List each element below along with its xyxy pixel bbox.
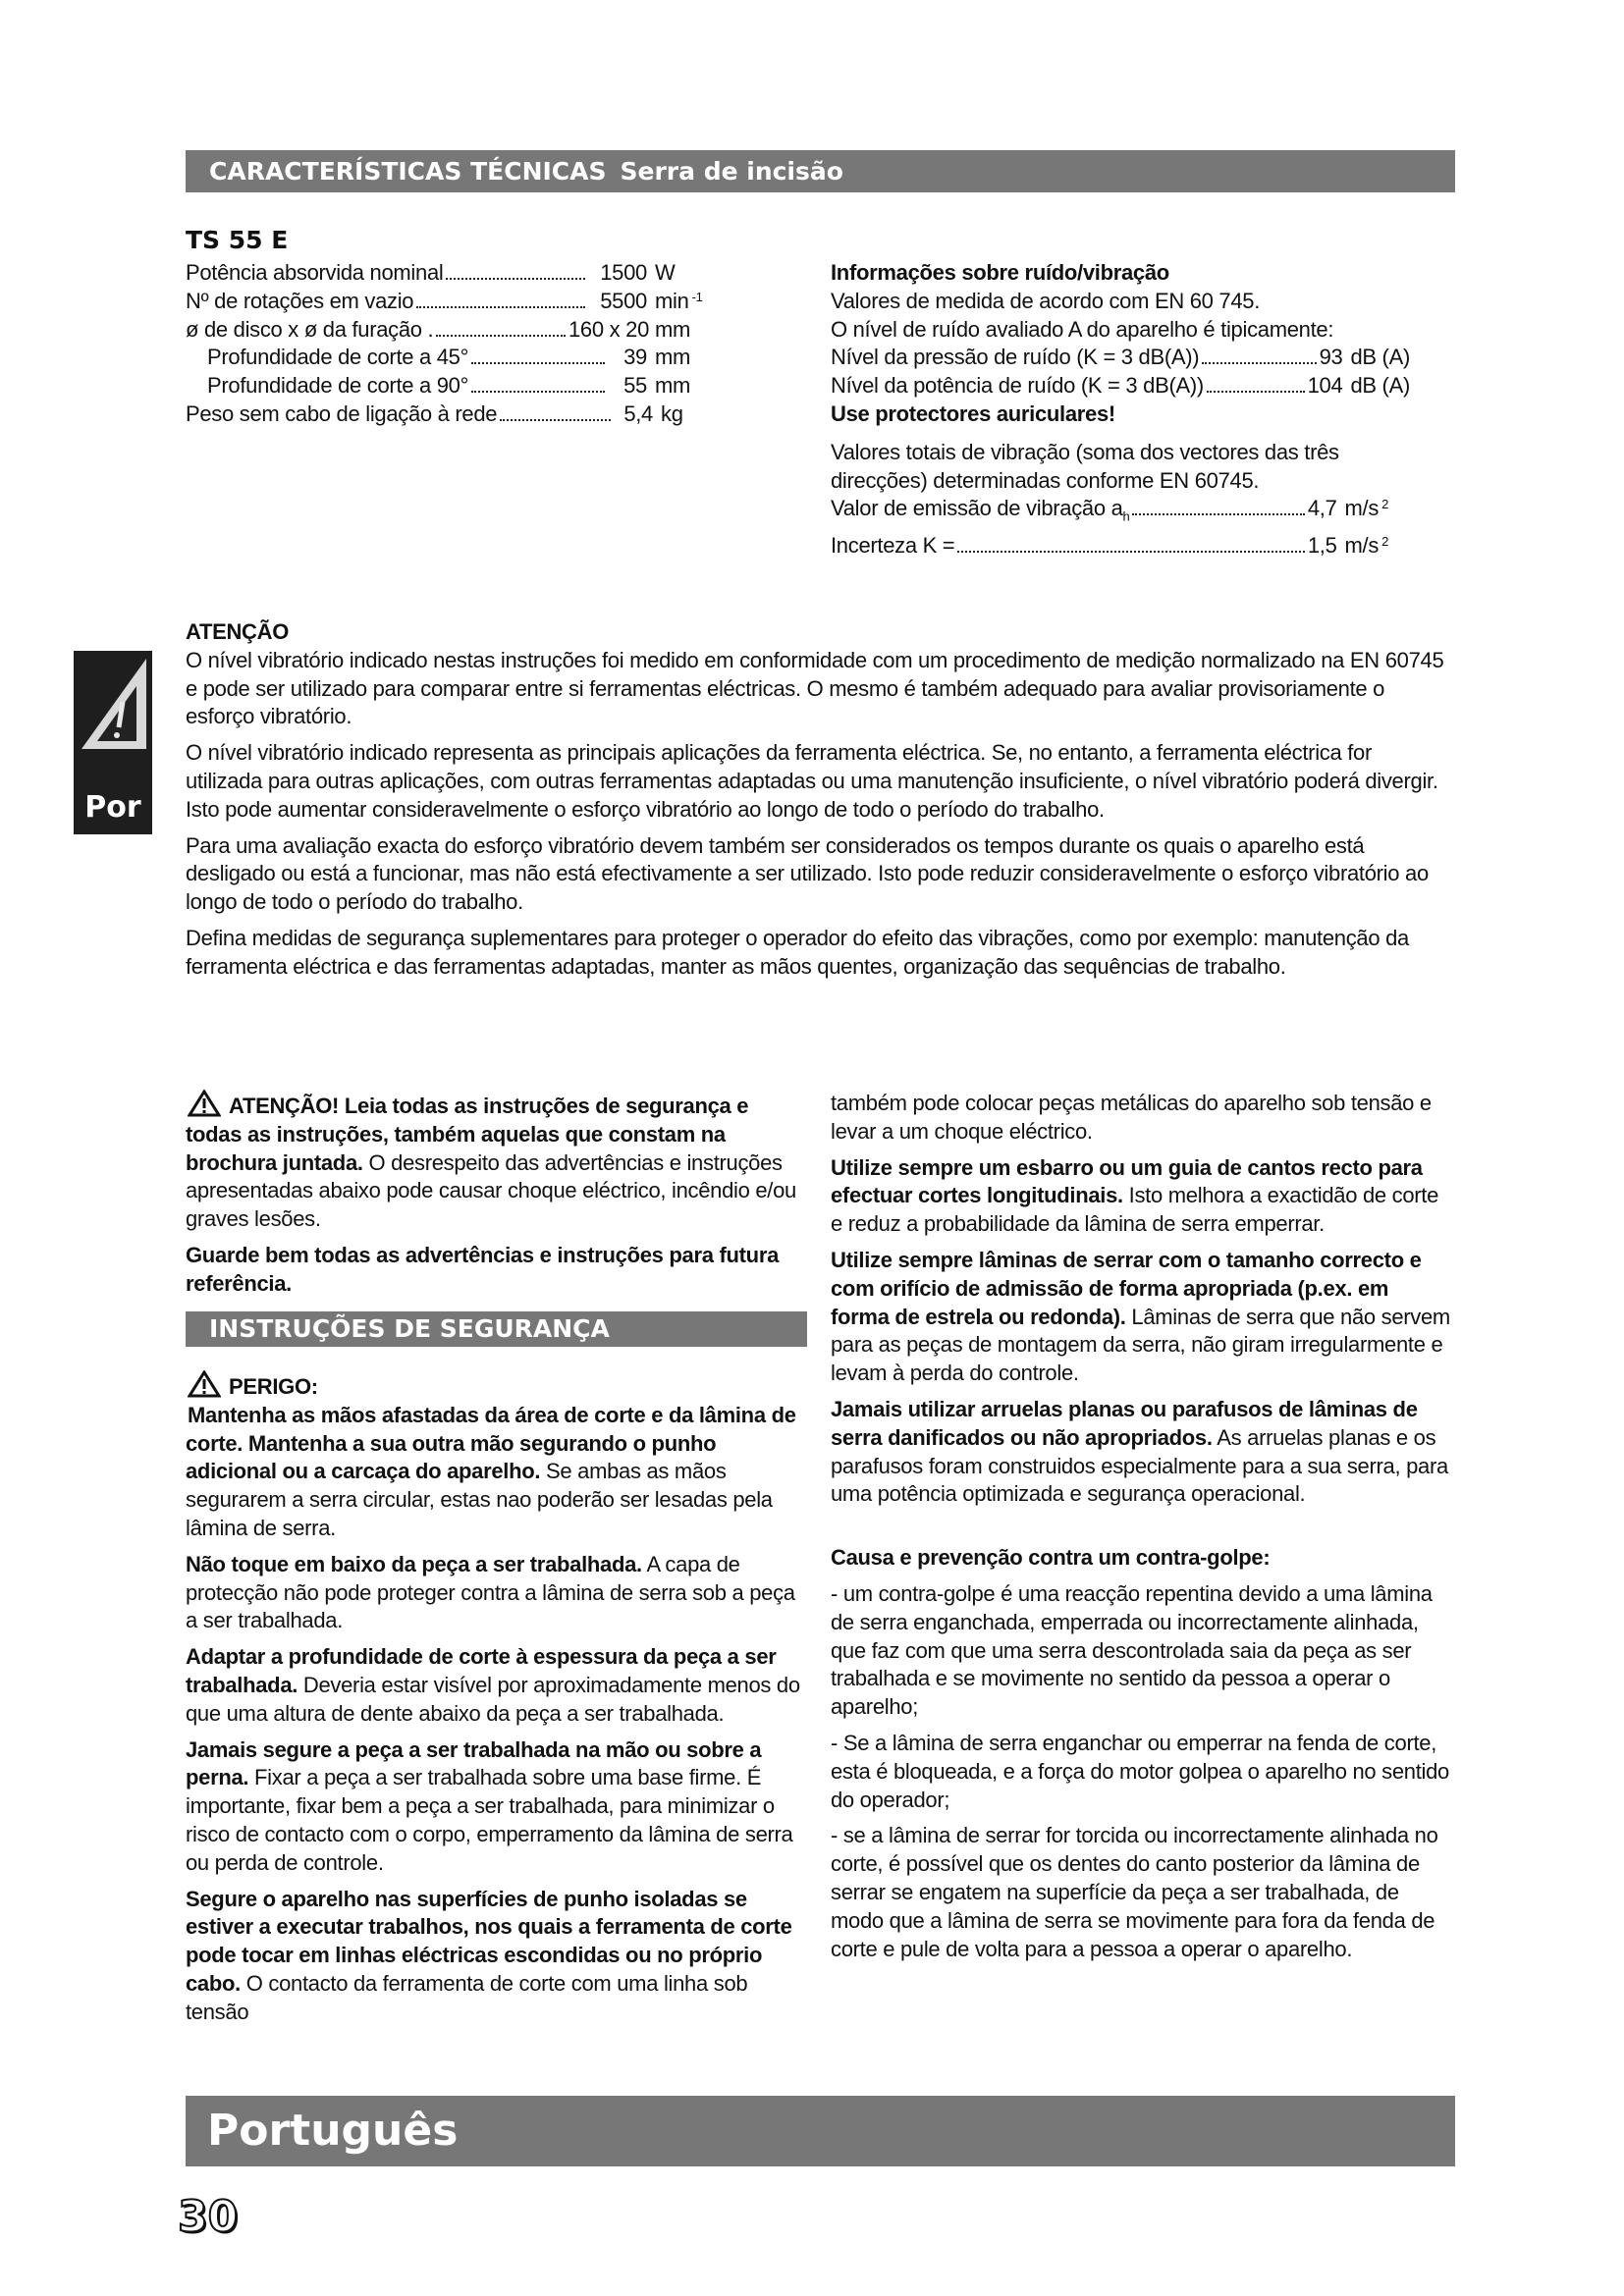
spec-unit: mm	[655, 316, 691, 342]
safety-item-text: A capa de protecção não pode proteger contra a lâmina de serra sob a peça a ser trabalhada.	[186, 1551, 795, 1633]
safety-warning-text: O desrespeito das advertências e instruções apresentadas abaixo pode causar choque eléctrico, incêndio e/ou graves lesões.	[186, 1149, 796, 1232]
spec-label: Profundidade de corte a 45°	[207, 345, 469, 370]
language-footer: Português	[186, 2096, 1455, 2166]
spec-row	[186, 344, 696, 372]
spec-unit: mm	[655, 345, 691, 370]
safety-item	[186, 1736, 806, 1878]
spec-value: 55	[623, 373, 647, 399]
noise-pressure-row	[831, 344, 1410, 372]
spec-unit: mm	[655, 373, 691, 399]
spec-unit: min	[655, 288, 689, 313]
vibration-emission-value: 4,7	[1307, 496, 1337, 521]
danger-label: PERIGO:	[229, 1374, 318, 1399]
noise-power-row	[831, 372, 1410, 400]
model-name: TS 55 E	[186, 226, 289, 254]
kickback-title: Causa e prevenção contra um contra-golpe:	[831, 1545, 1271, 1571]
vibration-emission-unit: m/s	[1344, 496, 1380, 521]
safety-item-bold: Jamais segure a peça a ser trabalhada na mão ou sobre a perna.	[186, 1736, 762, 1790]
safety-item-bold: Segure o aparelho nas superfícies de punho isoladas se estiver a executar trabalhos, nos quais a ferramenta de corte pode tocar em linhas eléctricas escondidas ou no próprio cabo.	[186, 1886, 792, 1996]
safety-warning-bold: ATENÇÃO! Leia todas as instruções de segurança e todas as instruções, também aquelas que constam na brochura juntada.	[186, 1094, 749, 1175]
noise-power-unit: dB (A)	[1350, 373, 1410, 399]
safety-item	[831, 1154, 1451, 1239]
safety-item-text: As arruelas planas e os parafusos foram construidos especialmente para a sua serra, para uma potência optimizada e segurança operacional.	[831, 1424, 1448, 1507]
noise-title: Informações sobre ruído/vibração	[831, 260, 1169, 285]
safety-item-text: Lâminas de serra que não servem para as peças de montagem da serra, não giram irregularmente e levam à perda do controle.	[831, 1304, 1450, 1386]
noise-intro: O nível de ruído avaliado A do aparelho é tipicamente:	[831, 316, 1334, 342]
safety-item-bold: Utilize sempre lâminas de serrar com o tamanho correcto e com orifício de admissão de forma apropriada (p.ex. em forma de estrela ou redonda).	[831, 1247, 1422, 1329]
uncertainty-label: Incerteza K =	[831, 532, 955, 558]
uncertainty-unit: m/s	[1344, 532, 1380, 558]
spec-row	[186, 288, 703, 316]
safety-item-bold: Adaptar a profundidade de corte à espessura da peça a ser trabalhada.	[186, 1644, 777, 1697]
spec-row	[186, 400, 690, 429]
spec-row	[186, 316, 696, 345]
section-header	[186, 150, 1455, 192]
noise-pressure-label: Nível da pressão de ruído (K = 3 dB(A))	[831, 345, 1200, 370]
vibration-emission-subscript: h	[1122, 508, 1130, 524]
safety-item-text: Isto melhora a exactidão de corte e reduz a probabilidade da lâmina de serra emperrar.	[831, 1183, 1439, 1237]
safety-item-bold: Mantenha as mãos afastadas da área de corte e da lâmina de corte. Mantenha a sua outra mão segurando o punho adicional ou a carcaça do aparelho.	[186, 1402, 796, 1484]
spec-row	[186, 372, 696, 400]
spec-label: ø de disco x ø da furação .	[186, 316, 434, 342]
language-side-tab	[74, 651, 152, 834]
spec-label: Profundidade de corte a 90°	[207, 373, 469, 399]
section-subtitle: Serra de incisão	[620, 157, 843, 186]
uncertainty-value: 1,5	[1307, 532, 1337, 558]
safety-item	[186, 1643, 806, 1728]
noise-power-label: Nível da potência de ruído (K = 3 dB(A))	[831, 373, 1204, 399]
left-column-safety	[186, 1370, 806, 2035]
safety-item-bold: Jamais utilizar arruelas planas ou parafusos de lâminas de serra danificados ou não apropriados.	[831, 1396, 1418, 1450]
noise-power-value: 104	[1307, 373, 1343, 399]
spec-row	[186, 259, 696, 288]
kickback-item: - Se a lâmina de serra enganchar ou emperrar na fenda de corte, esta é bloqueada, e a força do motor golpea o aparelho no sentido do operador;	[831, 1730, 1449, 1812]
vibration-emission-exponent: 2	[1381, 497, 1388, 512]
spec-unit: kg	[661, 400, 683, 426]
uncertainty-row	[831, 532, 1388, 561]
spec-value: 1500	[600, 260, 647, 285]
right-column	[831, 1090, 1451, 1971]
ear-protection-note: Use protectores auriculares!	[831, 400, 1115, 426]
attention-paragraph: O nível vibratório indicado representa as principais aplicações da ferramenta eléctrica. Se, no entanto, a ferramenta eléctrica for utilizada para outras aplicações, com outras ferramentas adaptadas ou uma manutenção insuficiente, o nível vibratório poderá divergir. Isto pode aumentar consideravelmente o esforço vibratório ao longo de todo o período do trabalho.	[186, 740, 1438, 822]
safety-item-text: Deveria estar visível por aproximadamente menos do que uma altura de dente abaixo da peça a ser trabalhada.	[186, 1672, 800, 1726]
safety-item	[831, 1247, 1451, 1388]
attention-block	[186, 618, 1452, 989]
noise-info	[831, 259, 1410, 560]
spec-value: 160 x 20	[568, 316, 650, 342]
uncertainty-exponent: 2	[1381, 533, 1388, 549]
vibration-emission-row	[831, 495, 1388, 531]
spec-unit: W	[655, 260, 676, 285]
spec-table	[186, 259, 703, 429]
spec-label: Peso sem cabo de ligação à rede	[186, 400, 498, 426]
spec-unit-exponent: -1	[691, 289, 703, 304]
spec-value: 5500	[600, 288, 647, 313]
language-code: Por	[84, 790, 141, 825]
kickback-item: - se a lâmina de serrar for torcida ou incorrectamente alinhada no corte, é possível que os dentes do canto posterior da lâmina de serrar se engatem na superfície da peça a ser trabalhada, de modo que a lâmina de serra se movimente para fora da fenda de corte e pule de volta para a pessoa a operar o aparelho.	[831, 1823, 1438, 1961]
kickback-item: - um contra-golpe é uma reacção repentina devido a uma lâmina de serra enganchada, emperrada ou incorrectamente alinhada, que faz com que uma serra descontrolada saia da peça as ser trabalhada e se movimente no sentido da pessoa a operar o aparelho;	[831, 1580, 1433, 1720]
spec-label: Nº de rotações em vazio	[186, 288, 414, 313]
noise-standard: Valores de medida de acordo com EN 60 745.	[831, 288, 1261, 313]
danger-heading	[186, 1370, 806, 1402]
safety-item	[831, 1396, 1451, 1509]
safety-item	[186, 1402, 806, 1543]
warning-icon	[188, 1090, 221, 1117]
safety-item-text: O contacto da ferramenta de corte com uma linha sob tensão	[186, 1970, 748, 2024]
safety-section-header: INSTRUÇÕES DE SEGURANÇA	[186, 1311, 807, 1347]
vibration-intro: Valores totais de vibração (soma dos vectores das três direcções) determinadas conforme EN 60745.	[831, 439, 1339, 493]
left-column	[186, 1090, 806, 1299]
section-title: CARACTERÍSTICAS TÉCNICAS	[209, 157, 607, 186]
noise-pressure-value: 93	[1319, 345, 1343, 370]
safety-item-text: Fixar a peça a ser trabalhada sobre uma base firme. É importante, fixar bem a peça a ser trabalhada, para minimizar o risco de contacto com o corpo, emperramento da lâmina de serra ou perda de controle.	[186, 1765, 793, 1875]
danger-icon	[188, 1370, 221, 1398]
attention-paragraph: O nível vibratório indicado nestas instruções foi medido em conformidade com um procedimento de medição normalizado na EN 60745 e pode ser utilizado para comparar entre si ferramentas eléctricas. O mesmo é também adequado para avaliar provisoriamente o esforço vibratório.	[186, 647, 1444, 729]
attention-title: ATENÇÃO	[186, 619, 290, 644]
spec-label: Potência absorvida nominal	[186, 260, 444, 285]
safety-item	[186, 1886, 806, 2027]
safety-item	[186, 1551, 806, 1635]
safety-item-text: Se ambas as mãos segurarem a serra circular, estas nao poderão ser lesadas pela lâmina de serra.	[186, 1459, 773, 1540]
spec-value: 5,4	[623, 400, 653, 426]
attention-paragraph: Para uma avaliação exacta do esforço vibratório devem também ser considerados os tempos durante os quais o aparelho está desligado ou está a funcionar, mas não está efectivamente a ser utilizado. Isto pode reduzir consideravelmente o esforço vibratório ao longo de todo o período do trabalho.	[186, 832, 1429, 915]
continued-text: também pode colocar peças metálicas do aparelho sob tensão e levar a um choque eléctrico.	[831, 1091, 1432, 1144]
vibration-emission-label: Valor de emissão de vibração a	[831, 496, 1123, 521]
safety-item-bold: Não toque em baixo da peça a ser trabalhada.	[186, 1551, 642, 1576]
safety-item-bold: Utilize sempre um esbarro ou um guia de cantos recto para efectuar cortes longitudinais.	[831, 1154, 1423, 1208]
attention-paragraph: Defina medidas de segurança suplementares para proteger o operador do efeito das vibrações, como por exemplo: manutenção da ferramenta eléctrica e das ferramentas adaptadas, manter as mãos quentes, organização das sequências de trabalho.	[186, 925, 1409, 979]
spec-value: 39	[623, 345, 647, 370]
noise-pressure-unit: dB (A)	[1350, 345, 1410, 370]
safety-warning	[186, 1090, 806, 1234]
page-number: 30	[178, 2192, 239, 2242]
keep-instructions-note: Guarde bem todas as advertências e instruções para futura referência.	[186, 1242, 780, 1296]
